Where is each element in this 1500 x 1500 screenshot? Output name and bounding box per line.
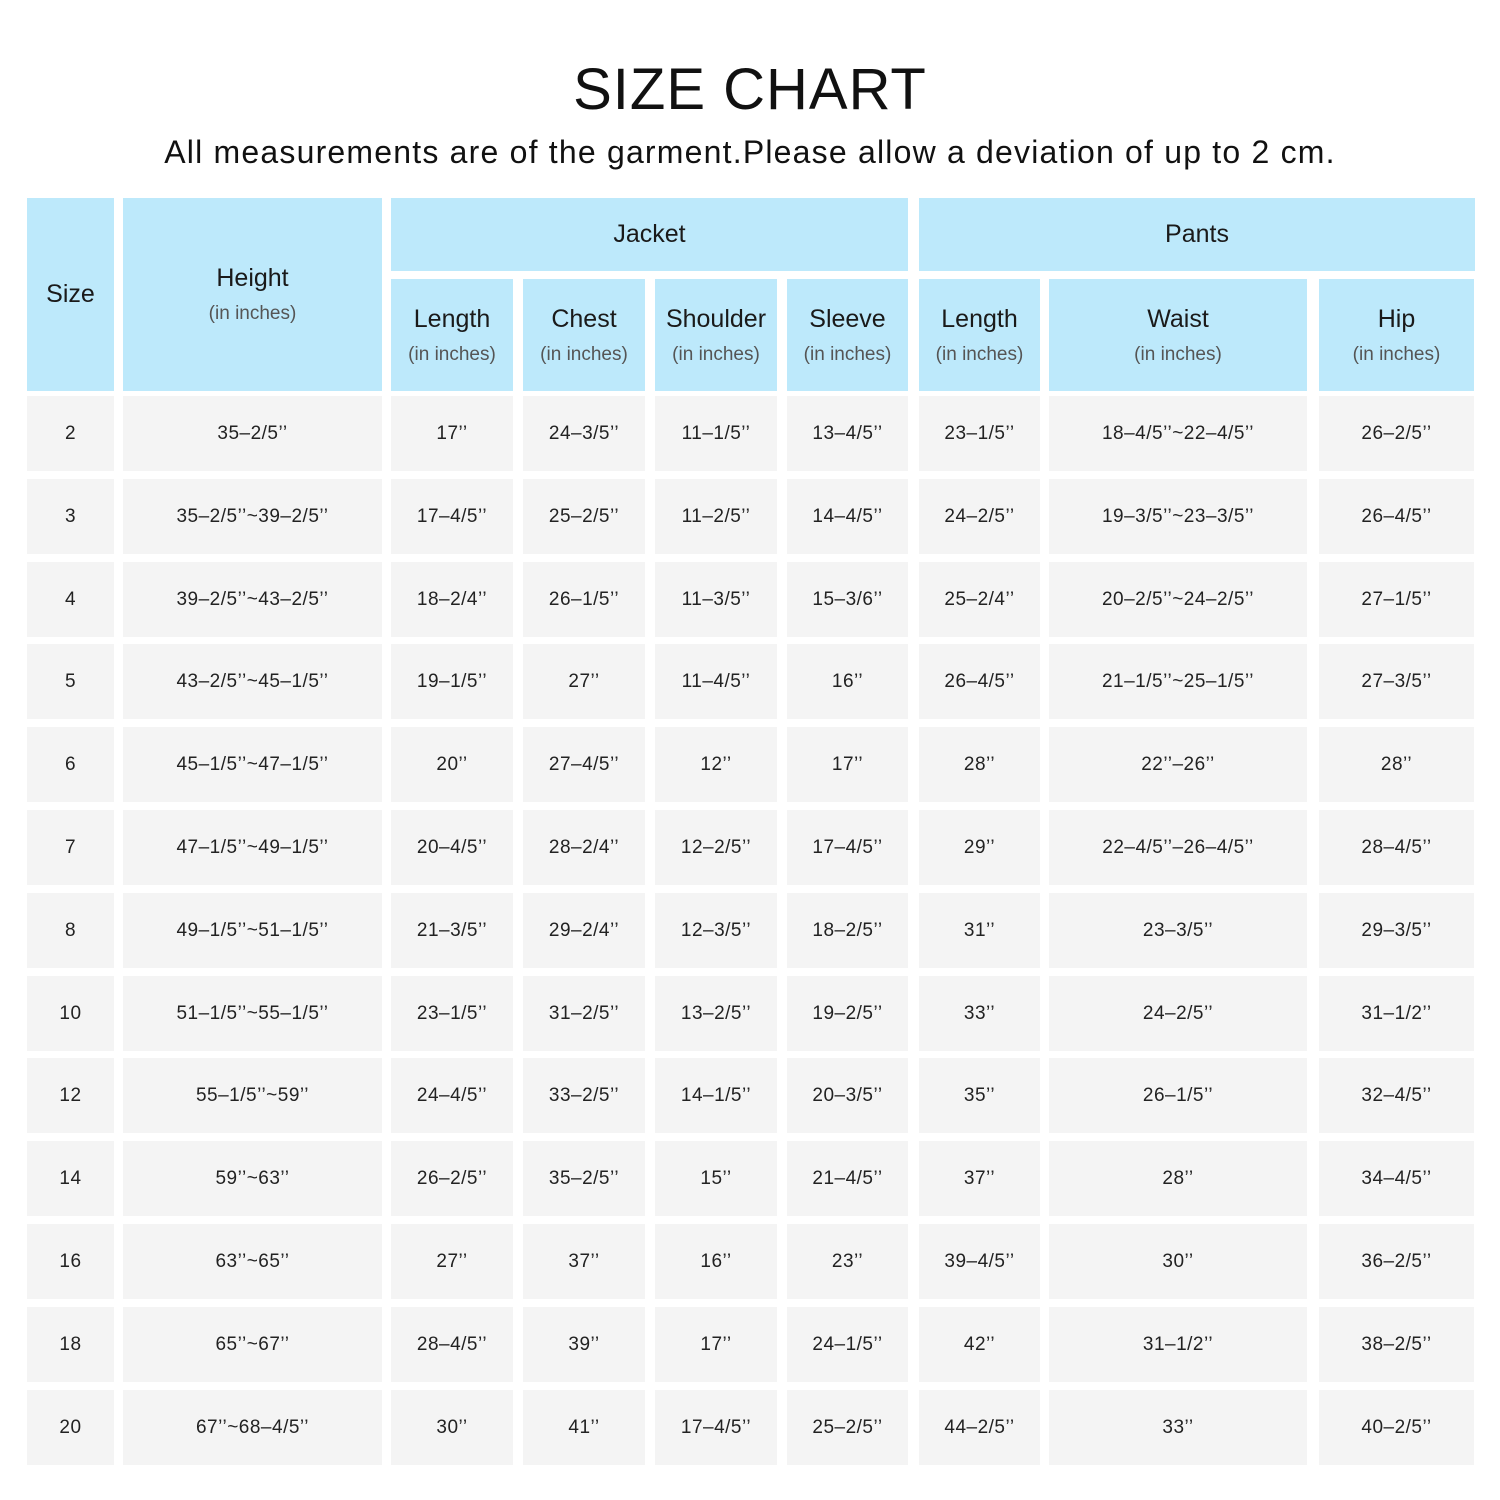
- subcolumn-unit: (in inches): [540, 343, 628, 365]
- table-cell: 24–2/5’’: [919, 479, 1040, 554]
- table-cell: 43–2/5’’~45–1/5’’: [123, 644, 382, 719]
- table-cell: 41’’: [523, 1390, 645, 1465]
- table-cell: 28’’: [1319, 727, 1474, 802]
- table-cell: 14–1/5’’: [655, 1058, 777, 1133]
- table-cell: 21–3/5’’: [391, 893, 513, 968]
- table-cell: 18–4/5’’~22–4/5’’: [1049, 396, 1307, 471]
- table-cell: 18–2/5’’: [787, 893, 908, 968]
- table-cell: 27’’: [523, 644, 645, 719]
- subcolumn-label: Hip: [1377, 304, 1416, 333]
- table-cell: 45–1/5’’~47–1/5’’: [123, 727, 382, 802]
- table-cell: 19–3/5’’~23–3/5’’: [1049, 479, 1307, 554]
- table-cell: 12’’: [655, 727, 777, 802]
- table-cell: 34–4/5’’: [1319, 1141, 1474, 1216]
- table-cell: 14–4/5’’: [787, 479, 908, 554]
- subcolumn-label: Shoulder: [665, 304, 767, 333]
- table-cell: 65’’~67’’: [123, 1307, 382, 1382]
- header-subcolumn: [655, 279, 777, 391]
- table-cell: 35’’: [919, 1058, 1040, 1133]
- header-subcolumn: [523, 279, 645, 391]
- size-cell: 18: [27, 1307, 114, 1382]
- table-cell: 27–1/5’’: [1319, 562, 1474, 637]
- table-cell: 11–4/5’’: [655, 644, 777, 719]
- table-cell: 26–1/5’’: [523, 562, 645, 637]
- table-cell: 23–1/5’’: [391, 976, 513, 1051]
- table-cell: 37’’: [919, 1141, 1040, 1216]
- table-cell: 11–1/5’’: [655, 396, 777, 471]
- table-cell: 67’’~68–4/5’’: [123, 1390, 382, 1465]
- table-cell: 26–4/5’’: [1319, 479, 1474, 554]
- table-cell: 13–2/5’’: [655, 976, 777, 1051]
- size-cell: 2: [27, 396, 114, 471]
- table-cell: 24–1/5’’: [787, 1307, 908, 1382]
- table-cell: 40–2/5’’: [1319, 1390, 1474, 1465]
- table-cell: 29–2/4’’: [523, 893, 645, 968]
- table-cell: 36–2/5’’: [1319, 1224, 1474, 1299]
- table-cell: 38–2/5’’: [1319, 1307, 1474, 1382]
- table-cell: 28–2/4’’: [523, 810, 645, 885]
- table-cell: 17’’: [787, 727, 908, 802]
- subcolumn-unit: (in inches): [1352, 343, 1441, 365]
- subcolumn-unit: (in inches): [672, 343, 760, 365]
- table-cell: 39’’: [523, 1307, 645, 1382]
- size-cell: 3: [27, 479, 114, 554]
- table-cell: 19–1/5’’: [391, 644, 513, 719]
- size-cell: 5: [27, 644, 114, 719]
- table-cell: 26–2/5’’: [1319, 396, 1474, 471]
- subcolumn-label: Length: [413, 304, 491, 333]
- table-cell: 21–1/5’’~25–1/5’’: [1049, 644, 1307, 719]
- table-cell: 37’’: [523, 1224, 645, 1299]
- table-cell: 22–4/5’’–26–4/5’’: [1049, 810, 1307, 885]
- table-cell: 23’’: [787, 1224, 908, 1299]
- size-cell: 16: [27, 1224, 114, 1299]
- table-cell: 23–3/5’’: [1049, 893, 1307, 968]
- header-pants-label: Pants: [1165, 220, 1229, 248]
- subcolumn-unit: (in inches): [408, 343, 496, 365]
- table-cell: 25–2/4’’: [919, 562, 1040, 637]
- table-cell: 13–4/5’’: [787, 396, 908, 471]
- table-cell: 27–3/5’’: [1319, 644, 1474, 719]
- table-cell: 49–1/5’’~51–1/5’’: [123, 893, 382, 968]
- header-subcolumn: [1049, 279, 1307, 391]
- subcolumn-unit: (in inches): [1134, 343, 1222, 365]
- table-cell: 26–2/5’’: [391, 1141, 513, 1216]
- table-cell: 35–2/5’’~39–2/5’’: [123, 479, 382, 554]
- table-cell: 21–4/5’’: [787, 1141, 908, 1216]
- table-cell: 12–3/5’’: [655, 893, 777, 968]
- table-cell: 28’’: [919, 727, 1040, 802]
- header-subcolumn: [391, 279, 513, 391]
- table-cell: 39–2/5’’~43–2/5’’: [123, 562, 382, 637]
- header-size: [27, 198, 114, 391]
- size-cell: 8: [27, 893, 114, 968]
- table-cell: 24–2/5’’: [1049, 976, 1307, 1051]
- table-cell: 55–1/5’’~59’’: [123, 1058, 382, 1133]
- table-cell: 20–2/5’’~24–2/5’’: [1049, 562, 1307, 637]
- header-height-unit: (in inches): [208, 303, 297, 324]
- table-cell: 30’’: [391, 1390, 513, 1465]
- table-cell: 16’’: [787, 644, 908, 719]
- table-cell: 25–2/5’’: [787, 1390, 908, 1465]
- table-cell: 17’’: [655, 1307, 777, 1382]
- header-group-jacket: [391, 198, 908, 271]
- table-cell: 15’’: [655, 1141, 777, 1216]
- page-subtitle: All measurements are of the garment.Please allow a deviation of up to 2 cm.: [164, 134, 1336, 170]
- table-cell: 16’’: [655, 1224, 777, 1299]
- table-cell: 19–2/5’’: [787, 976, 908, 1051]
- header-group-pants: [919, 198, 1475, 271]
- header-subcolumn: [919, 279, 1040, 391]
- subcolumn-unit: (in inches): [803, 343, 892, 365]
- table-cell: 11–2/5’’: [655, 479, 777, 554]
- table-cell: 26–4/5’’: [919, 644, 1040, 719]
- header-height-label: Height: [216, 264, 289, 292]
- table-cell: 30’’: [1049, 1224, 1307, 1299]
- table-cell: 28–4/5’’: [391, 1307, 513, 1382]
- table-cell: 17’’: [391, 396, 513, 471]
- subcolumn-label: Chest: [551, 304, 617, 333]
- table-cell: 42’’: [919, 1307, 1040, 1382]
- table-cell: 24–4/5’’: [391, 1058, 513, 1133]
- table-cell: 29–3/5’’: [1319, 893, 1474, 968]
- size-cell: 6: [27, 727, 114, 802]
- table-cell: 23–1/5’’: [919, 396, 1040, 471]
- size-cell: 7: [27, 810, 114, 885]
- table-cell: 15–3/6’’: [787, 562, 908, 637]
- subcolumn-label: Length: [941, 304, 1018, 333]
- table-cell: 28’’: [1049, 1141, 1307, 1216]
- header-jacket-label: Jacket: [613, 220, 686, 248]
- size-cell: 12: [27, 1058, 114, 1133]
- table-cell: 39–4/5’’: [919, 1224, 1040, 1299]
- table-cell: 35–2/5’’: [523, 1141, 645, 1216]
- subcolumn-unit: (in inches): [935, 343, 1024, 365]
- table-cell: 33’’: [919, 976, 1040, 1051]
- table-cell: 24–3/5’’: [523, 396, 645, 471]
- table-cell: 32–4/5’’: [1319, 1058, 1474, 1133]
- table-cell: 17–4/5’’: [391, 479, 513, 554]
- table-cell: 31–2/5’’: [523, 976, 645, 1051]
- table-cell: 59’’~63’’: [123, 1141, 382, 1216]
- size-cell: 14: [27, 1141, 114, 1216]
- table-cell: 63’’~65’’: [123, 1224, 382, 1299]
- table-cell: 17–4/5’’: [787, 810, 908, 885]
- table-cell: 44–2/5’’: [919, 1390, 1040, 1465]
- header-subcolumn: [787, 279, 908, 391]
- table-cell: 26–1/5’’: [1049, 1058, 1307, 1133]
- table-cell: 51–1/5’’~55–1/5’’: [123, 976, 382, 1051]
- header-size-label: Size: [46, 280, 95, 308]
- table-cell: 22’’–26’’: [1049, 727, 1307, 802]
- table-cell: 33–2/5’’: [523, 1058, 645, 1133]
- table-cell: 12–2/5’’: [655, 810, 777, 885]
- table-cell: 20’’: [391, 727, 513, 802]
- page-title: SIZE CHART: [573, 57, 927, 122]
- table-cell: 31–1/2’’: [1319, 976, 1474, 1051]
- table-cell: 35–2/5’’: [123, 396, 382, 471]
- header-height: [123, 198, 382, 391]
- table-cell: 28–4/5’’: [1319, 810, 1474, 885]
- table-cell: 31–1/2’’: [1049, 1307, 1307, 1382]
- table-cell: 31’’: [919, 893, 1040, 968]
- size-cell: 4: [27, 562, 114, 637]
- table-cell: 11–3/5’’: [655, 562, 777, 637]
- table-cell: 33’’: [1049, 1390, 1307, 1465]
- table-cell: 27–4/5’’: [523, 727, 645, 802]
- header-subcolumn: [1319, 279, 1474, 391]
- size-cell: 20: [27, 1390, 114, 1465]
- table-cell: 18–2/4’’: [391, 562, 513, 637]
- table-cell: 25–2/5’’: [523, 479, 645, 554]
- size-cell: 10: [27, 976, 114, 1051]
- table-cell: 27’’: [391, 1224, 513, 1299]
- subcolumn-label: Sleeve: [809, 304, 886, 333]
- table-cell: 20–4/5’’: [391, 810, 513, 885]
- table-cell: 47–1/5’’~49–1/5’’: [123, 810, 382, 885]
- subcolumn-label: Waist: [1147, 304, 1209, 333]
- table-cell: 20–3/5’’: [787, 1058, 908, 1133]
- table-cell: 29’’: [919, 810, 1040, 885]
- table-cell: 17–4/5’’: [655, 1390, 777, 1465]
